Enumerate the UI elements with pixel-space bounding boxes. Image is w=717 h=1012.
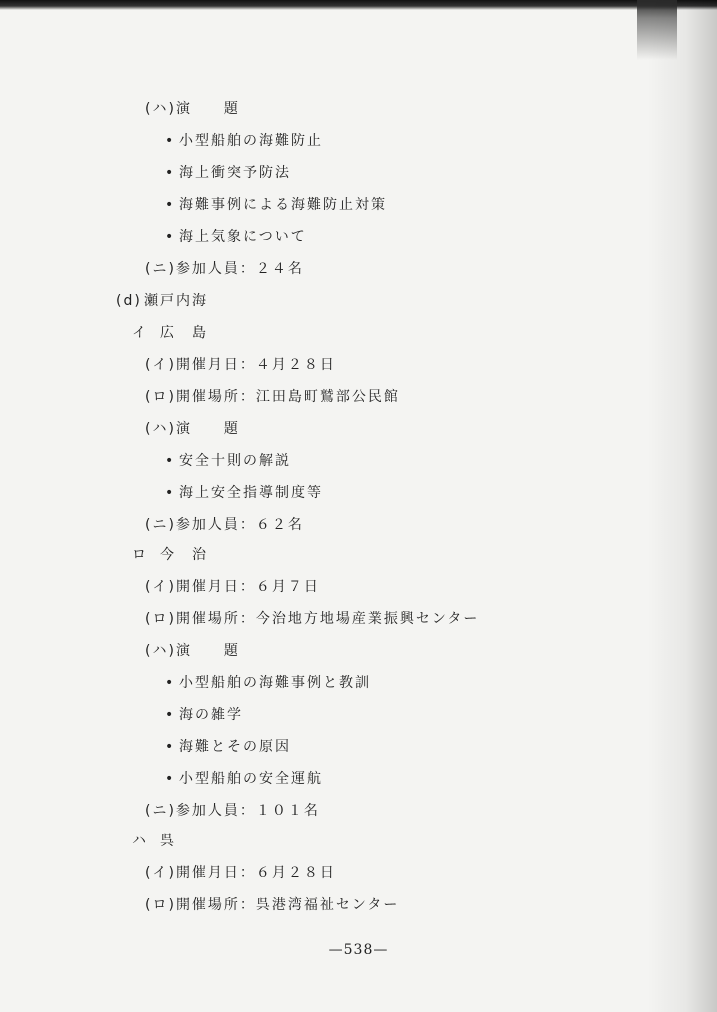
bullet-marker: • bbox=[165, 675, 176, 691]
line-text: 小型船舶の海難防止 bbox=[179, 133, 323, 149]
participants-line bbox=[145, 260, 304, 278]
bullet-item bbox=[165, 452, 291, 470]
bullet-marker: • bbox=[165, 229, 176, 245]
list-marker: (ハ) bbox=[145, 643, 176, 659]
venue-heading bbox=[132, 324, 208, 342]
line-text: 海上気象について bbox=[179, 229, 307, 245]
line-text: 海の雑学 bbox=[179, 707, 243, 723]
section-heading-topics bbox=[145, 420, 240, 438]
line-text: 海上衝突予防法 bbox=[179, 165, 291, 181]
list-marker: ロ bbox=[132, 547, 148, 563]
line-text: 参加人員：１０１名 bbox=[175, 803, 320, 819]
location-line bbox=[145, 388, 400, 406]
bullet-item bbox=[165, 164, 291, 182]
date-line bbox=[145, 578, 320, 596]
list-marker: (ニ) bbox=[145, 803, 176, 819]
line-text: 瀬戸内海 bbox=[144, 293, 208, 309]
line-text: 演 題 bbox=[175, 101, 240, 117]
list-marker: (ロ) bbox=[145, 611, 176, 627]
participants-line bbox=[145, 802, 320, 820]
section-heading-topics bbox=[145, 100, 240, 118]
section-heading-topics bbox=[145, 642, 240, 660]
bullet-marker: • bbox=[165, 771, 176, 787]
venue-heading bbox=[132, 832, 176, 850]
line-text: 安全十則の解説 bbox=[179, 453, 291, 469]
list-marker: (イ) bbox=[145, 579, 176, 595]
list-marker: (イ) bbox=[145, 357, 176, 373]
line-text: 小型船舶の海難事例と教訓 bbox=[179, 675, 371, 691]
bullet-item bbox=[165, 132, 323, 150]
line-text: 開催場所：今治地方地場産業振興センター bbox=[175, 611, 480, 627]
list-marker: イ bbox=[132, 325, 148, 341]
bullet-marker: • bbox=[165, 197, 176, 213]
list-marker: (ニ) bbox=[145, 261, 176, 277]
list-marker: (ロ) bbox=[145, 897, 176, 913]
participants-line bbox=[145, 516, 304, 534]
region-heading bbox=[116, 292, 208, 310]
line-text: 演 題 bbox=[175, 643, 240, 659]
list-marker: (ロ) bbox=[145, 389, 176, 405]
bullet-marker: • bbox=[165, 165, 176, 181]
line-text: 海難事例による海難防止対策 bbox=[179, 197, 387, 213]
line-text: 参加人員：２４名 bbox=[175, 261, 304, 277]
list-marker: (ニ) bbox=[145, 517, 176, 533]
list-marker: (d) bbox=[116, 293, 142, 309]
bullet-item bbox=[165, 706, 243, 724]
line-text: 小型船舶の安全運航 bbox=[179, 771, 323, 787]
date-line bbox=[145, 356, 336, 374]
list-marker: (イ) bbox=[145, 865, 176, 881]
line-text: 開催場所：江田島町鷲部公民館 bbox=[175, 389, 400, 405]
page-number: —538— bbox=[328, 942, 389, 958]
location-line bbox=[145, 610, 479, 628]
venue-heading bbox=[132, 546, 208, 564]
location-line bbox=[145, 896, 399, 914]
bullet-item bbox=[165, 196, 387, 214]
line-text: 参加人員：６２名 bbox=[175, 517, 304, 533]
list-marker: (ハ) bbox=[145, 421, 176, 437]
scan-top-edge bbox=[0, 0, 717, 10]
bullet-marker: • bbox=[165, 707, 176, 723]
line-text: 開催月日：６月７日 bbox=[175, 579, 320, 595]
bullet-item bbox=[165, 228, 307, 246]
line-text: 今 治 bbox=[160, 547, 208, 563]
bullet-marker: • bbox=[165, 739, 176, 755]
list-marker: ハ bbox=[132, 833, 148, 849]
list-marker: (ハ) bbox=[145, 101, 176, 117]
line-text: 広 島 bbox=[160, 325, 208, 341]
date-line bbox=[145, 864, 336, 882]
bullet-marker: • bbox=[165, 133, 176, 149]
line-text: 海難とその原因 bbox=[179, 739, 291, 755]
line-text: 海上安全指導制度等 bbox=[179, 485, 323, 501]
line-text: 開催場所：呉港湾福祉センター bbox=[175, 897, 400, 913]
line-text: 呉 bbox=[160, 833, 176, 849]
bullet-marker: • bbox=[165, 453, 176, 469]
line-text: 開催月日：４月２８日 bbox=[175, 357, 336, 373]
line-text: 開催月日：６月２８日 bbox=[175, 865, 336, 881]
bullet-item bbox=[165, 674, 371, 692]
line-text: 演 題 bbox=[175, 421, 240, 437]
bullet-item bbox=[165, 738, 291, 756]
bullet-item bbox=[165, 770, 323, 788]
page-binding-shadow bbox=[647, 0, 717, 1012]
bullet-marker: • bbox=[165, 485, 176, 501]
bullet-item bbox=[165, 484, 323, 502]
